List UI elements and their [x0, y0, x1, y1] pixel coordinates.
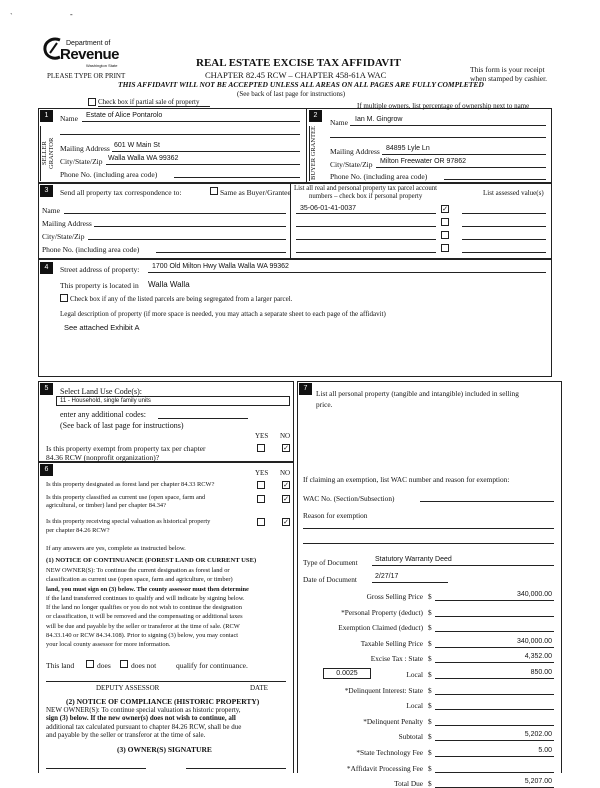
forest-land-question: Is this property designated as forest land per chapter 84.33 RCW? — [46, 481, 215, 488]
notice-line: If the land no longer qualifies or you do not wish to continue the designation — [46, 604, 242, 612]
buyer-city-label: City/State/Zip — [330, 160, 373, 169]
section-3-number: 3 — [40, 185, 53, 197]
seller-city[interactable]: Walla Walla WA 99362 — [108, 155, 179, 162]
section-1-number: 1 — [40, 110, 53, 122]
notice-line: or classification, it will be removed and the compensating or additional taxes — [46, 613, 243, 621]
calc-row-label: Gross Selling Price — [366, 592, 423, 601]
seller-grantor-label: SELLER GRANTOR — [40, 126, 53, 181]
calc-row-line — [435, 709, 554, 710]
currency-symbol: $ — [428, 763, 432, 773]
parcel-4-personal-checkbox[interactable] — [441, 244, 449, 252]
notice-continuance-title: (1) NOTICE OF CONTINUANCE (FOREST LAND OR CURRENT USE) — [46, 557, 257, 564]
calc-row-line — [435, 756, 554, 757]
currency-symbol: $ — [428, 638, 432, 648]
tax-phone-label: Phone No. (including area code) — [42, 245, 140, 254]
calc-row-label: Exemption Claimed (deduct) — [338, 623, 423, 633]
calc-row-value[interactable]: 5,207.00 — [524, 778, 552, 786]
additional-codes-label: enter any additional codes: — [60, 410, 146, 419]
parcel-number-1[interactable]: 35-06-01-41-0037 — [300, 205, 357, 212]
same-as-buyer-label: Same as Buyer/Grantee — [220, 188, 291, 197]
located-label: This property is located in — [60, 281, 139, 290]
legal-description-label: Legal description of property (if more space is needed, you may attach a separate sheet to each page of the affidavit) — [60, 310, 386, 318]
current-use-question-1: Is this property classified as current use (open space, farm and — [46, 494, 206, 501]
section-6-number: 6 — [40, 464, 53, 476]
currency-symbol: $ — [428, 654, 432, 664]
buyer-mailing-label: Mailing Address — [330, 147, 380, 156]
notice-line: classification as current use (open space, farm and agriculture, or timber) — [46, 576, 233, 584]
parcel-head-line2: numbers – check box if personal property — [309, 193, 423, 200]
calc-row-label: Local — [406, 701, 423, 711]
same-as-buyer-checkbox[interactable] — [210, 187, 218, 195]
does-label: does — [97, 661, 111, 670]
legal-description[interactable]: See attached Exhibit A — [64, 323, 140, 332]
land-use-select[interactable]: 11 - Household, single family units — [56, 396, 290, 406]
receipt-line1: This form is your receipt — [470, 65, 545, 74]
reason-exemption-label: Reason for exemption — [303, 511, 368, 520]
calc-row-line — [435, 678, 554, 679]
form-title: REAL ESTATE EXCISE TAX AFFIDAVIT — [196, 57, 401, 69]
historic-question-2: per chapter 84.26 RCW? — [46, 527, 110, 534]
doc-date-label: Date of Document — [303, 575, 357, 584]
owner-signature-title: (3) OWNER(S) SIGNATURE — [117, 745, 212, 754]
doc-date[interactable]: 2/27/17 — [375, 573, 399, 580]
segregated-label: Check box if any of the listed parcels are being segregated from a larger parcel. — [70, 295, 293, 303]
currency-symbol: $ — [428, 748, 432, 757]
scan-mark: - — [70, 10, 73, 19]
personal-property-line2: price. — [316, 400, 333, 409]
calc-row-line — [435, 694, 554, 695]
calc-row-label: *Affidavit Processing Fee — [346, 763, 423, 773]
calc-row-label: Local — [406, 670, 423, 679]
this-land-label: This land — [46, 661, 75, 670]
dept-line2: Revenue — [60, 46, 120, 63]
local-rate-box[interactable]: 0.0025 — [323, 668, 371, 679]
sec5-no-head: NO — [280, 432, 291, 440]
form-subtitle: CHAPTER 82.45 RCW – CHAPTER 458-61A WAC — [205, 70, 387, 80]
notice-line: land, you must sign on (3) below. The county assessor must then determine — [46, 585, 249, 593]
forest-no-checkbox[interactable]: ✓ — [283, 481, 289, 489]
buyer-grantee-label: BUYER GRANTEE — [309, 126, 322, 181]
calc-row-line — [435, 662, 554, 663]
calc-row-value[interactable]: 5.00 — [538, 747, 552, 754]
calc-row-label: *Delinquent Interest: State — [344, 685, 423, 695]
land-use-label: Select Land Use Code(s): — [60, 387, 142, 396]
parcel-head-line1: List all real and personal property tax parcel account — [294, 185, 438, 192]
seller-mailing-label: Mailing Address — [60, 144, 110, 153]
sec6-no-head: NO — [280, 469, 291, 477]
seller-name[interactable]: Estate of Alice Pontarolo — [86, 112, 163, 119]
personal-property-line1: List all personal property (tangible and intangible) included in selling — [316, 389, 519, 398]
section-2-number: 2 — [309, 110, 322, 122]
tax-mailing-label: Mailing Address — [42, 219, 92, 228]
buyer-city[interactable]: Milton Freewater OR 97862 — [380, 158, 466, 165]
calc-row-label: Excise Tax : State — [370, 654, 423, 664]
notice-line: NEW OWNER(S): To continue the current designation as forest land or — [46, 567, 230, 574]
partial-sale-checkbox[interactable] — [88, 98, 96, 106]
parcel-1-personal-checkbox[interactable]: ✓ — [442, 205, 448, 213]
parcel-2-personal-checkbox[interactable] — [441, 218, 449, 226]
notice-line: NEW OWNER(S): To continue special valuation as historic property, — [46, 706, 241, 714]
buyer-name-label: Name — [330, 118, 348, 127]
section-4-number: 4 — [40, 262, 53, 274]
currency-symbol: $ — [428, 685, 432, 695]
notice-line: sign (3) below. If the new owner(s) does not wish to continue, all — [46, 714, 236, 723]
calc-row-label: *Personal Property (deduct) — [341, 607, 423, 617]
calc-row-value[interactable]: 850.00 — [530, 669, 552, 676]
buyer-phone-label: Phone No. (including area code) — [330, 172, 428, 181]
seller-phone-label: Phone No. (including area code) — [60, 170, 158, 179]
does-checkbox[interactable] — [86, 660, 94, 668]
forest-yes-checkbox[interactable] — [257, 481, 265, 489]
notice-line: and payable by the seller or transferor at the time of sale. — [46, 730, 206, 739]
current-use-no-checkbox[interactable]: ✓ — [283, 495, 289, 503]
calc-row-label: Taxable Selling Price — [360, 638, 423, 648]
exempt-question-2: 84.36 RCW (nonprofit organization)? — [46, 453, 160, 462]
section-7-number: 7 — [299, 383, 312, 395]
current-use-question-2: agricultural, or timber) land per chapter 84.34? — [46, 502, 166, 509]
exempt-question-1: Is this property exempt from property tax per chapter — [46, 444, 206, 453]
doc-type[interactable]: Statutory Warranty Deed — [375, 556, 452, 563]
does-not-label: does not — [131, 661, 157, 670]
calc-row-label: *Delinquent Penalty — [363, 716, 423, 726]
calc-row-line — [435, 600, 554, 601]
see-back: (See back of last page for instructions) — [237, 90, 346, 98]
warning-text: THIS AFFIDAVIT WILL NOT BE ACCEPTED UNLESS ALL AREAS ON ALL PAGES ARE FULLY COMPLETED — [118, 80, 484, 89]
notice-continuance-text — [46, 566, 249, 650]
currency-symbol: $ — [428, 732, 432, 742]
deputy-date-label: DATE — [250, 684, 268, 692]
seller-name-label: Name — [60, 114, 78, 123]
currency-symbol: $ — [428, 701, 432, 711]
seller-city-label: City/State/Zip — [60, 157, 103, 166]
scan-mark: ˋ — [10, 12, 13, 21]
qualify-label: qualify for continuance. — [176, 661, 248, 670]
please-type: PLEASE TYPE OR PRINT — [47, 72, 126, 80]
notice-line: will be due and payable by the seller or transferor at the time of sale. (RCW — [46, 622, 240, 630]
calc-row-label: Subtotal — [398, 732, 423, 742]
calc-row-value[interactable]: 4,352.00 — [524, 653, 552, 661]
tax-name-label: Name — [42, 206, 60, 215]
historic-no-checkbox[interactable]: ✓ — [283, 518, 289, 526]
calc-row-line — [435, 725, 554, 726]
parcel-3-personal-checkbox[interactable] — [441, 231, 449, 239]
if-yes-instruction: If any answers are yes, complete as instructed below. — [46, 545, 186, 552]
section-5-number: 5 — [40, 383, 53, 395]
currency-symbol: $ — [428, 607, 432, 617]
calc-row-label: Total Due — [394, 779, 423, 788]
buyer-name[interactable]: Ian M. Gingrow — [355, 116, 403, 123]
doc-type-label: Type of Document — [303, 558, 358, 567]
notice-line: your local county assessor for more information. — [46, 641, 171, 649]
currency-symbol: $ — [428, 716, 432, 726]
currency-symbol: $ — [428, 779, 432, 788]
tax-city-label: City/State/Zip — [42, 232, 85, 241]
calc-row-value[interactable]: 5,202.00 — [524, 731, 552, 739]
land-use-see-back: (See back of last page for instructions) — [60, 421, 184, 430]
sec6-yes-head: YES — [255, 469, 269, 477]
does-not-checkbox[interactable] — [120, 660, 128, 668]
street-address-label: Street address of property: — [60, 265, 140, 274]
calc-row-line — [435, 631, 554, 632]
wac-label: WAC No. (Section/Subsection) — [303, 494, 395, 503]
dept-line1: Department of — [66, 40, 111, 47]
assessed-head: List assessed value(s) — [483, 189, 544, 197]
multiple-owners-note: If multiple owners, list percentage of ownership next to name — [357, 102, 530, 110]
historic-question-1: Is this property receiving special valuation as historical property — [46, 518, 211, 525]
sec5-yes-head: YES — [255, 432, 269, 440]
seller-mailing[interactable]: 601 W Main St — [114, 142, 160, 149]
dept-state: Washington State — [86, 63, 118, 68]
exemption-claim-label: If claiming an exemption, list WAC number and reason for exemption: — [303, 475, 510, 484]
located-in[interactable]: Walla Walla — [148, 280, 190, 289]
calc-row-line — [435, 740, 554, 741]
calc-row-line — [435, 616, 554, 617]
receipt-line2: when stamped by cashier. — [470, 74, 548, 83]
street-address[interactable]: 1700 Old Milton Hwy Walla Walla WA 99362 — [152, 263, 289, 270]
calc-row-line — [435, 772, 554, 773]
exempt-yes-checkbox[interactable] — [257, 444, 265, 452]
calc-row-value[interactable]: 340,000.00 — [516, 637, 552, 645]
calc-row-label: *State Technology Fee — [356, 748, 423, 757]
calc-row-line — [435, 647, 554, 648]
current-use-yes-checkbox[interactable] — [257, 495, 265, 503]
exempt-no-checkbox[interactable]: ✓ — [283, 444, 289, 452]
currency-symbol: $ — [428, 623, 432, 633]
notice-compliance-text — [46, 706, 241, 739]
notice-compliance-title: (2) NOTICE OF COMPLIANCE (HISTORIC PROPERTY) — [66, 697, 260, 706]
notice-line: 84.33.140 or RCW 84.34.108). Prior to signing (3) below, you may contact — [46, 632, 239, 640]
currency-symbol: $ — [428, 670, 432, 679]
send-correspondence-label: Send all property tax correspondence to: — [60, 188, 182, 197]
currency-symbol: $ — [428, 592, 432, 601]
partial-sale-label: Check box if partial sale of property — [98, 98, 200, 106]
segregated-checkbox[interactable] — [60, 294, 68, 302]
section-4-box — [38, 259, 552, 377]
notice-line: if the land transferred continues to qualify and will indicate by signing below. — [46, 594, 245, 602]
historic-yes-checkbox[interactable] — [257, 518, 265, 526]
notice-line: additional tax calculated pursuant to chapter 84.26 RCW, shall be due — [46, 722, 242, 731]
buyer-mailing[interactable]: 84895 Lyle Ln — [386, 145, 430, 152]
calc-row-value[interactable]: 340,000.00 — [516, 591, 552, 598]
deputy-assessor-label: DEPUTY ASSESSOR — [96, 684, 160, 692]
